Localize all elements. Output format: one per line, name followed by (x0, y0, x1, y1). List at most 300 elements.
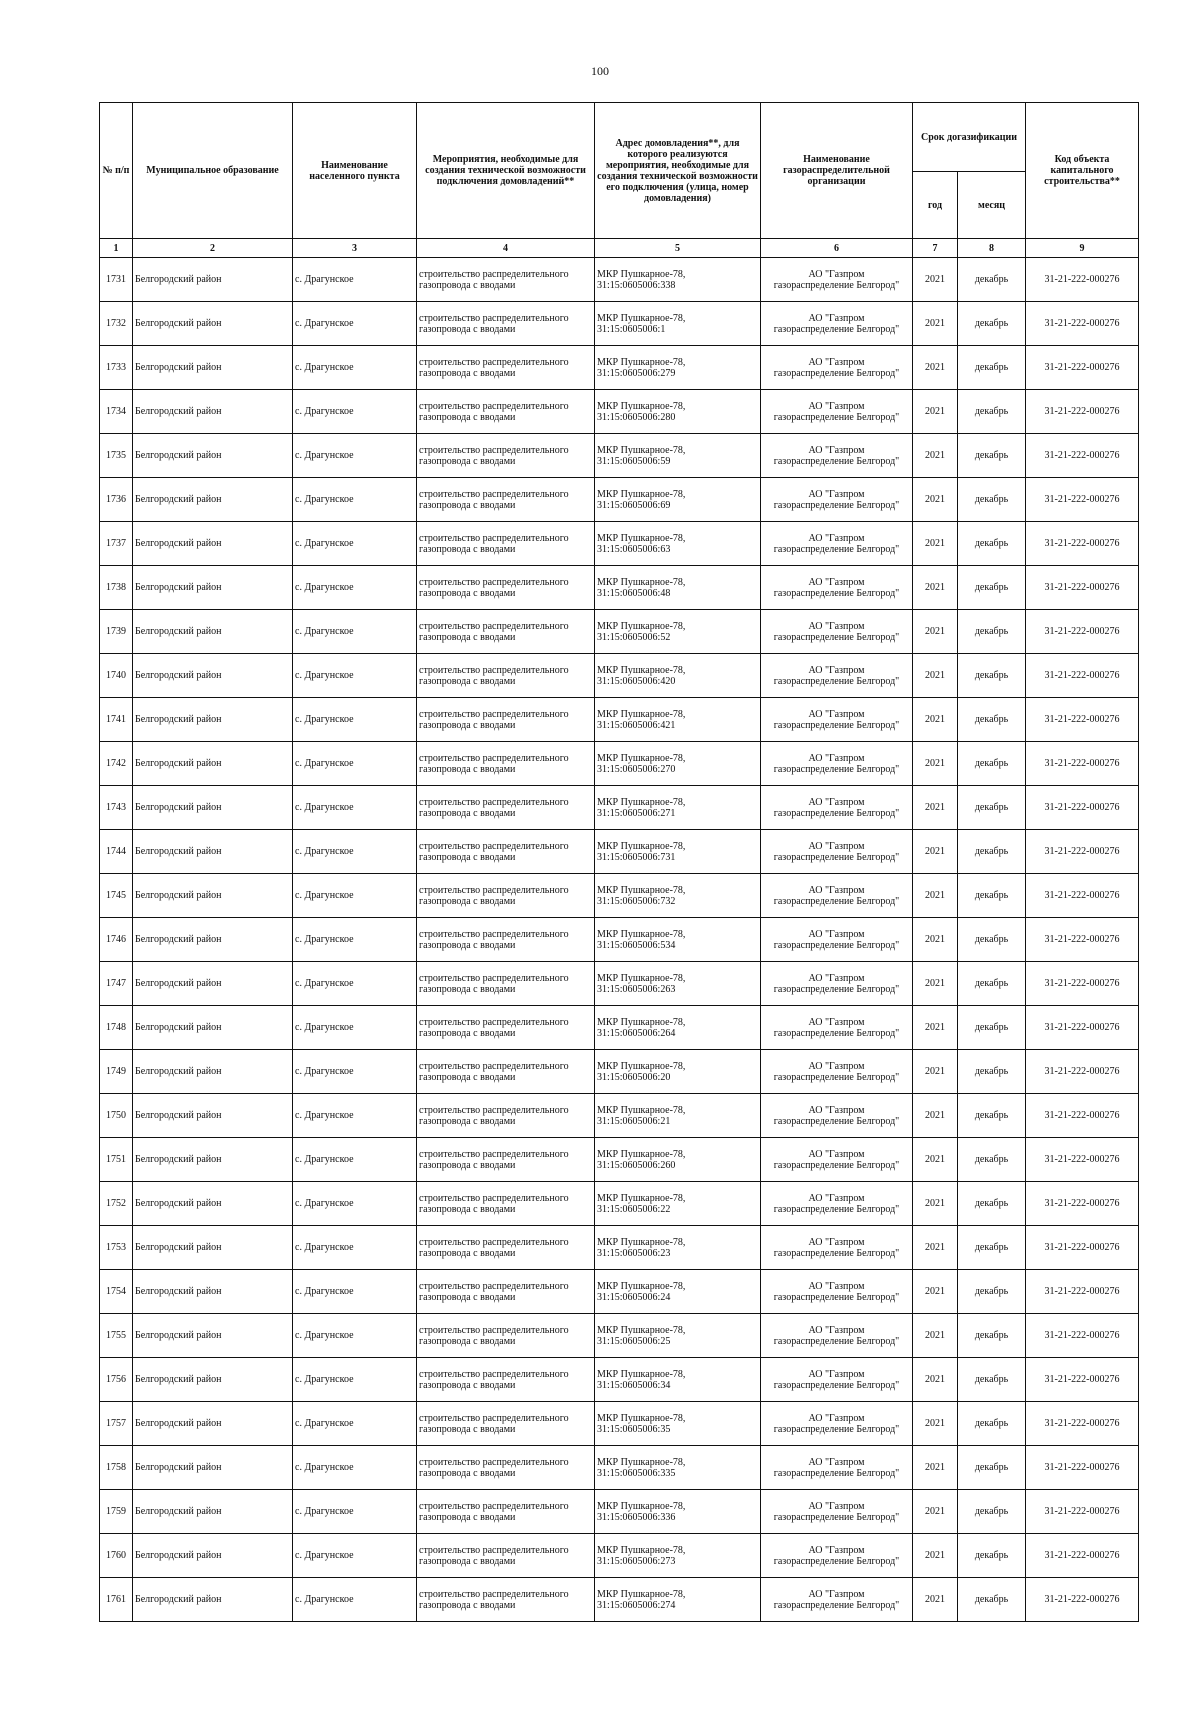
organization-line: газораспределение Белгород" (773, 1115, 900, 1127)
table-row (100, 962, 1139, 1006)
organization-cell (761, 1006, 913, 1050)
activity-line: строительство распределительного (419, 620, 569, 632)
table-row (100, 346, 1139, 390)
table-row (100, 786, 1139, 830)
table-row (100, 742, 1139, 786)
month-cell: декабрь (958, 610, 1026, 654)
address-line: 31:15:0605006:271 (597, 807, 676, 819)
municipality-cell: Белгородский район (133, 874, 293, 918)
month-cell: декабрь (958, 962, 1026, 1006)
activity-line: газопровода с вводами (419, 939, 516, 951)
month-cell: декабрь (958, 1138, 1026, 1182)
activity-cell (417, 1226, 595, 1270)
row-number-cell: 1737 (100, 522, 133, 566)
address-line: МКР Пушкарное-78, (597, 488, 686, 500)
object-code-cell: 31-21-222-000276 (1026, 1358, 1139, 1402)
activity-line: строительство распределительного (419, 1280, 569, 1292)
activity-line: газопровода с вводами (419, 1335, 516, 1347)
address-line: МКР Пушкарное-78, (597, 1280, 686, 1292)
year-cell: 2021 (913, 1534, 958, 1578)
activity-cell (417, 346, 595, 390)
organization-cell (761, 1050, 913, 1094)
year-cell: 2021 (913, 654, 958, 698)
object-code-cell: 31-21-222-000276 (1026, 654, 1139, 698)
settlement-cell: с. Драгунское (293, 566, 417, 610)
settlement-cell: с. Драгунское (293, 698, 417, 742)
activity-line: строительство распределительного (419, 1236, 569, 1248)
organization-line: газораспределение Белгород" (773, 1511, 900, 1523)
address-line: МКР Пушкарное-78, (597, 1368, 686, 1380)
table-row (100, 1226, 1139, 1270)
month-cell: декабрь (958, 478, 1026, 522)
organization-line: АО "Газпром (808, 972, 865, 984)
organization-line: газораспределение Белгород" (773, 1159, 900, 1171)
address-cell (595, 1314, 761, 1358)
address-cell (595, 874, 761, 918)
activity-cell (417, 654, 595, 698)
activity-cell (417, 302, 595, 346)
row-number-cell: 1738 (100, 566, 133, 610)
municipality-cell: Белгородский район (133, 566, 293, 610)
object-code-cell: 31-21-222-000276 (1026, 918, 1139, 962)
object-code-cell: 31-21-222-000276 (1026, 258, 1139, 302)
activity-line: газопровода с вводами (419, 1511, 516, 1523)
object-code-cell: 31-21-222-000276 (1026, 1534, 1139, 1578)
address-line: 31:15:0605006:336 (597, 1511, 676, 1523)
address-line: МКР Пушкарное-78, (597, 356, 686, 368)
settlement-cell: с. Драгунское (293, 1270, 417, 1314)
address-line: МКР Пушкарное-78, (597, 1192, 686, 1204)
column-number: 6 (761, 239, 913, 258)
activity-line: строительство распределительного (419, 1544, 569, 1556)
row-number-cell: 1761 (100, 1578, 133, 1622)
activity-line: газопровода с вводами (419, 1379, 516, 1391)
row-number-cell: 1746 (100, 918, 133, 962)
activity-line: строительство распределительного (419, 1412, 569, 1424)
municipality-cell: Белгородский район (133, 434, 293, 478)
organization-line: газораспределение Белгород" (773, 323, 900, 335)
activity-line: строительство распределительного (419, 1588, 569, 1600)
activity-line: строительство распределительного (419, 444, 569, 456)
organization-line: газораспределение Белгород" (773, 939, 900, 951)
activity-cell (417, 874, 595, 918)
year-cell: 2021 (913, 1270, 958, 1314)
address-line: 31:15:0605006:22 (597, 1203, 671, 1215)
header-year: год (913, 172, 958, 239)
table-row (100, 1270, 1139, 1314)
month-cell: декабрь (958, 1226, 1026, 1270)
address-cell (595, 742, 761, 786)
object-code-cell: 31-21-222-000276 (1026, 302, 1139, 346)
activity-cell (417, 1358, 595, 1402)
address-line: 31:15:0605006:25 (597, 1335, 671, 1347)
address-line: МКР Пушкарное-78, (597, 444, 686, 456)
year-cell: 2021 (913, 478, 958, 522)
activity-line: строительство распределительного (419, 708, 569, 720)
settlement-cell: с. Драгунское (293, 302, 417, 346)
settlement-cell: с. Драгунское (293, 1226, 417, 1270)
object-code-cell: 31-21-222-000276 (1026, 1094, 1139, 1138)
settlement-cell: с. Драгунское (293, 742, 417, 786)
organization-line: АО "Газпром (808, 708, 865, 720)
address-cell (595, 1138, 761, 1182)
activity-cell (417, 258, 595, 302)
address-line: 31:15:0605006:21 (597, 1115, 671, 1127)
organization-cell (761, 654, 913, 698)
organization-line: АО "Газпром (808, 620, 865, 632)
address-cell (595, 478, 761, 522)
organization-line: АО "Газпром (808, 1500, 865, 1512)
row-number-cell: 1753 (100, 1226, 133, 1270)
address-cell (595, 1182, 761, 1226)
month-cell: декабрь (958, 786, 1026, 830)
year-cell: 2021 (913, 1050, 958, 1094)
activity-line: газопровода с вводами (419, 895, 516, 907)
month-cell: декабрь (958, 346, 1026, 390)
organization-line: АО "Газпром (808, 840, 865, 852)
address-line: МКР Пушкарное-78, (597, 532, 686, 544)
organization-line: газораспределение Белгород" (773, 455, 900, 467)
municipality-cell: Белгородский район (133, 1534, 293, 1578)
settlement-cell: с. Драгунское (293, 478, 417, 522)
table-row (100, 1358, 1139, 1402)
address-line: 31:15:0605006:420 (597, 675, 676, 687)
organization-line: газораспределение Белгород" (773, 587, 900, 599)
year-cell: 2021 (913, 390, 958, 434)
object-code-cell: 31-21-222-000276 (1026, 1402, 1139, 1446)
object-code-cell: 31-21-222-000276 (1026, 434, 1139, 478)
table-row (100, 1490, 1139, 1534)
row-number-cell: 1760 (100, 1534, 133, 1578)
organization-line: АО "Газпром (808, 664, 865, 676)
address-cell (595, 522, 761, 566)
address-line: МКР Пушкарное-78, (597, 1324, 686, 1336)
organization-cell (761, 698, 913, 742)
municipality-cell: Белгородский район (133, 1402, 293, 1446)
address-line: МКР Пушкарное-78, (597, 400, 686, 412)
row-number-cell: 1743 (100, 786, 133, 830)
activity-line: газопровода с вводами (419, 499, 516, 511)
municipality-cell: Белгородский район (133, 390, 293, 434)
month-cell: декабрь (958, 1402, 1026, 1446)
organization-cell (761, 302, 913, 346)
month-cell: декабрь (958, 698, 1026, 742)
organization-cell (761, 522, 913, 566)
organization-line: АО "Газпром (808, 1368, 865, 1380)
table-row (100, 918, 1139, 962)
address-line: 31:15:0605006:48 (597, 587, 671, 599)
activity-line: строительство распределительного (419, 532, 569, 544)
table-row (100, 1578, 1139, 1622)
table-row (100, 1314, 1139, 1358)
column-number: 3 (293, 239, 417, 258)
address-line: 31:15:0605006:63 (597, 543, 671, 555)
header-deadline: Срок догазификации (913, 103, 1026, 172)
activity-line: газопровода с вводами (419, 807, 516, 819)
address-line: МКР Пушкарное-78, (597, 796, 686, 808)
organization-cell (761, 610, 913, 654)
address-line: 31:15:0605006:421 (597, 719, 676, 731)
table-row (100, 1182, 1139, 1226)
address-line: 31:15:0605006:338 (597, 279, 676, 291)
address-line: 31:15:0605006:732 (597, 895, 676, 907)
object-code-cell: 31-21-222-000276 (1026, 1182, 1139, 1226)
row-number-cell: 1749 (100, 1050, 133, 1094)
row-number-cell: 1741 (100, 698, 133, 742)
header-activity: Мероприятия, необходимые для создания технической возможности подключения домовладений** (417, 103, 595, 239)
address-cell (595, 1402, 761, 1446)
activity-line: газопровода с вводами (419, 1203, 516, 1215)
organization-line: АО "Газпром (808, 400, 865, 412)
row-number-cell: 1735 (100, 434, 133, 478)
header-number: № п/п (100, 103, 133, 239)
header-object-code: Код объекта капитального строительства** (1026, 103, 1139, 239)
settlement-cell: с. Драгунское (293, 434, 417, 478)
organization-line: АО "Газпром (808, 576, 865, 588)
organization-cell (761, 1534, 913, 1578)
municipality-cell: Белгородский район (133, 698, 293, 742)
organization-cell (761, 1578, 913, 1622)
address-line: 31:15:0605006:279 (597, 367, 676, 379)
settlement-cell: с. Драгунское (293, 1578, 417, 1622)
address-line: МКР Пушкарное-78, (597, 1456, 686, 1468)
month-cell: декабрь (958, 1182, 1026, 1226)
organization-line: АО "Газпром (808, 1324, 865, 1336)
activity-line: строительство распределительного (419, 1324, 569, 1336)
activity-line: строительство распределительного (419, 268, 569, 280)
address-cell (595, 566, 761, 610)
activity-line: газопровода с вводами (419, 763, 516, 775)
column-number: 8 (958, 239, 1026, 258)
activity-cell (417, 1182, 595, 1226)
table-row (100, 830, 1139, 874)
address-line: МКР Пушкарное-78, (597, 1236, 686, 1248)
organization-line: АО "Газпром (808, 1148, 865, 1160)
row-number-cell: 1754 (100, 1270, 133, 1314)
object-code-cell: 31-21-222-000276 (1026, 786, 1139, 830)
municipality-cell: Белгородский район (133, 1578, 293, 1622)
organization-cell (761, 742, 913, 786)
activity-line: газопровода с вводами (419, 851, 516, 863)
activity-cell (417, 1094, 595, 1138)
row-number-cell: 1755 (100, 1314, 133, 1358)
settlement-cell: с. Драгунское (293, 1534, 417, 1578)
year-cell: 2021 (913, 1490, 958, 1534)
activity-line: газопровода с вводами (419, 631, 516, 643)
address-line: МКР Пушкарное-78, (597, 664, 686, 676)
activity-line: строительство распределительного (419, 576, 569, 588)
address-cell (595, 1270, 761, 1314)
year-cell: 2021 (913, 522, 958, 566)
address-cell (595, 698, 761, 742)
organization-line: газораспределение Белгород" (773, 367, 900, 379)
address-line: МКР Пушкарное-78, (597, 1148, 686, 1160)
activity-cell (417, 434, 595, 478)
activity-cell (417, 1578, 595, 1622)
organization-cell (761, 434, 913, 478)
activity-cell (417, 918, 595, 962)
activity-line: газопровода с вводами (419, 1027, 516, 1039)
month-cell: декабрь (958, 1006, 1026, 1050)
row-number-cell: 1734 (100, 390, 133, 434)
settlement-cell: с. Драгунское (293, 1006, 417, 1050)
table-row (100, 1402, 1139, 1446)
organization-cell (761, 918, 913, 962)
organization-cell (761, 786, 913, 830)
column-number: 4 (417, 239, 595, 258)
row-number-cell: 1739 (100, 610, 133, 654)
settlement-cell: с. Драгунское (293, 1138, 417, 1182)
year-cell: 2021 (913, 918, 958, 962)
organization-line: АО "Газпром (808, 796, 865, 808)
activity-cell (417, 1402, 595, 1446)
organization-cell (761, 1270, 913, 1314)
table-row (100, 1050, 1139, 1094)
activity-cell (417, 1006, 595, 1050)
organization-line: АО "Газпром (808, 884, 865, 896)
settlement-cell: с. Драгунское (293, 346, 417, 390)
organization-line: газораспределение Белгород" (773, 851, 900, 863)
organization-line: газораспределение Белгород" (773, 631, 900, 643)
address-line: МКР Пушкарное-78, (597, 884, 686, 896)
month-cell: декабрь (958, 302, 1026, 346)
year-cell: 2021 (913, 1578, 958, 1622)
organization-line: АО "Газпром (808, 1412, 865, 1424)
gasification-table (99, 102, 1139, 1622)
month-cell: декабрь (958, 830, 1026, 874)
activity-cell (417, 1490, 595, 1534)
activity-line: газопровода с вводами (419, 411, 516, 423)
month-cell: декабрь (958, 522, 1026, 566)
month-cell: декабрь (958, 1490, 1026, 1534)
activity-line: газопровода с вводами (419, 279, 516, 291)
year-cell: 2021 (913, 1314, 958, 1358)
organization-line: газораспределение Белгород" (773, 1555, 900, 1567)
organization-cell (761, 390, 913, 434)
month-cell: декабрь (958, 918, 1026, 962)
organization-line: газораспределение Белгород" (773, 279, 900, 291)
activity-cell (417, 786, 595, 830)
month-cell: декабрь (958, 654, 1026, 698)
row-number-cell: 1752 (100, 1182, 133, 1226)
row-number-cell: 1750 (100, 1094, 133, 1138)
activity-cell (417, 522, 595, 566)
table-header (100, 103, 1139, 258)
settlement-cell: с. Драгунское (293, 874, 417, 918)
settlement-cell: с. Драгунское (293, 1314, 417, 1358)
organization-line: газораспределение Белгород" (773, 1379, 900, 1391)
municipality-cell: Белгородский район (133, 654, 293, 698)
month-cell: декабрь (958, 390, 1026, 434)
activity-cell (417, 698, 595, 742)
month-cell: декабрь (958, 742, 1026, 786)
row-number-cell: 1733 (100, 346, 133, 390)
settlement-cell: с. Драгунское (293, 258, 417, 302)
organization-line: АО "Газпром (808, 1280, 865, 1292)
settlement-cell: с. Драгунское (293, 610, 417, 654)
organization-cell (761, 830, 913, 874)
organization-line: АО "Газпром (808, 268, 865, 280)
activity-line: строительство распределительного (419, 1104, 569, 1116)
organization-line: газораспределение Белгород" (773, 1027, 900, 1039)
activity-cell (417, 1138, 595, 1182)
activity-cell (417, 1314, 595, 1358)
header-month: месяц (958, 172, 1026, 239)
year-cell: 2021 (913, 1226, 958, 1270)
activity-line: газопровода с вводами (419, 1467, 516, 1479)
activity-line: газопровода с вводами (419, 1555, 516, 1567)
settlement-cell: с. Драгунское (293, 1402, 417, 1446)
object-code-cell: 31-21-222-000276 (1026, 1270, 1139, 1314)
municipality-cell: Белгородский район (133, 786, 293, 830)
municipality-cell: Белгородский район (133, 610, 293, 654)
month-cell: декабрь (958, 874, 1026, 918)
address-line: 31:15:0605006:264 (597, 1027, 676, 1039)
municipality-cell: Белгородский район (133, 1446, 293, 1490)
activity-line: газопровода с вводами (419, 1599, 516, 1611)
object-code-cell: 31-21-222-000276 (1026, 566, 1139, 610)
activity-line: газопровода с вводами (419, 675, 516, 687)
table-row (100, 1006, 1139, 1050)
table-row (100, 1094, 1139, 1138)
organization-cell (761, 566, 913, 610)
table-row (100, 302, 1139, 346)
organization-line: АО "Газпром (808, 532, 865, 544)
column-number: 1 (100, 239, 133, 258)
month-cell: декабрь (958, 1270, 1026, 1314)
year-cell: 2021 (913, 1358, 958, 1402)
header-organization: Наименование газораспределительной организации (761, 103, 913, 239)
activity-cell (417, 390, 595, 434)
column-number: 7 (913, 239, 958, 258)
organization-line: газораспределение Белгород" (773, 499, 900, 511)
municipality-cell: Белгородский район (133, 1270, 293, 1314)
activity-line: газопровода с вводами (419, 1115, 516, 1127)
address-line: МКР Пушкарное-78, (597, 840, 686, 852)
activity-line: строительство распределительного (419, 1016, 569, 1028)
address-cell (595, 1446, 761, 1490)
address-line: МКР Пушкарное-78, (597, 708, 686, 720)
address-line: МКР Пушкарное-78, (597, 1412, 686, 1424)
activity-cell (417, 1446, 595, 1490)
address-line: МКР Пушкарное-78, (597, 1500, 686, 1512)
table-row (100, 522, 1139, 566)
organization-cell (761, 258, 913, 302)
address-cell (595, 258, 761, 302)
settlement-cell: с. Драгунское (293, 962, 417, 1006)
year-cell: 2021 (913, 1446, 958, 1490)
address-line: 31:15:0605006:280 (597, 411, 676, 423)
organization-line: газораспределение Белгород" (773, 1335, 900, 1347)
organization-line: АО "Газпром (808, 356, 865, 368)
year-cell: 2021 (913, 1006, 958, 1050)
settlement-cell: с. Драгунское (293, 786, 417, 830)
object-code-cell: 31-21-222-000276 (1026, 1050, 1139, 1094)
object-code-cell: 31-21-222-000276 (1026, 1446, 1139, 1490)
organization-line: АО "Газпром (808, 1588, 865, 1600)
address-line: 31:15:0605006:274 (597, 1599, 676, 1611)
organization-line: АО "Газпром (808, 928, 865, 940)
activity-line: газопровода с вводами (419, 587, 516, 599)
activity-cell (417, 610, 595, 654)
address-line: 31:15:0605006:335 (597, 1467, 676, 1479)
row-number-cell: 1745 (100, 874, 133, 918)
row-number-cell: 1759 (100, 1490, 133, 1534)
organization-line: АО "Газпром (808, 488, 865, 500)
column-number: 2 (133, 239, 293, 258)
address-cell (595, 1226, 761, 1270)
table-row (100, 698, 1139, 742)
